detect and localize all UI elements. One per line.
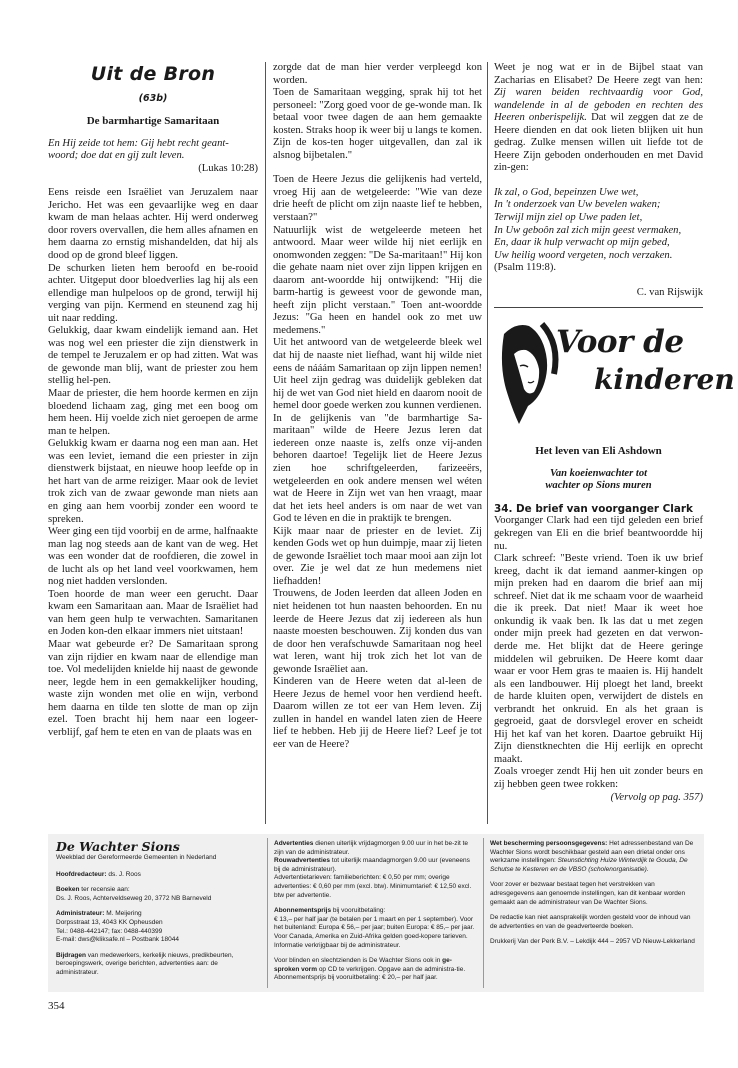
paragraph: Zoals vroeger zendt Hij hen uit zonder beurs en zij hebben geen twee rokken: [494, 766, 703, 790]
tariff-text: Advertentietarieven: familieberichten: € 0,50 per mm; overige advertenties: € 0,60 per mm (excl. btw). Minimumtarief: € 12,50 excl. btw per advertentie. [274, 874, 472, 899]
colophon-divider [483, 838, 484, 988]
column-3 [494, 62, 735, 804]
colophon-divider [267, 838, 268, 988]
editor-label: Hoofdredacteur: [56, 870, 107, 878]
series-subtitle-line1: Van koeienwachter tot [549, 467, 648, 479]
audio-pre: Voor blinden en slechtzienden is De Wachter Sions ook in [274, 957, 441, 965]
column-2 [273, 62, 482, 752]
column-1 [48, 62, 258, 739]
colophon-column-1 [56, 840, 262, 978]
paragraph: De schurken lieten hem beroofd en be-rooid achter. Uitgeput door bloedverlies lag hij als een ellendige man hulpeloos op de grond, terwijl hij verging van pijn. Kermend en steunend zag hij uit naar redding. [48, 262, 258, 324]
editor-line [56, 871, 262, 880]
column-divider [265, 62, 266, 824]
books-label: Boeken [56, 886, 80, 894]
chapter-heading: 34. De brief van voorganger Clark [494, 502, 693, 515]
objection-text: Voor zover er bezwaar bestaat tegen het verstrekken van adresgegevens aan genoemde instellingen, kan dit kenbaar worden gemaakt aan de administrateur van De Wachter Sions. [490, 881, 686, 906]
series-subtitle [494, 468, 703, 493]
article-title: Uit de Bron [90, 63, 216, 85]
ads-label: Advertenties [274, 840, 314, 847]
masthead-title: De Wachter Sions [56, 839, 180, 854]
admin-line [56, 910, 262, 919]
masthead-subtitle: Weekblad der Gereformeerde Gemeenten in Nederland [56, 854, 217, 861]
series-title: Het leven van Eli Ashdown [535, 445, 662, 458]
subscription-label: Abonnementsprijs [274, 907, 332, 915]
ads-text: dienen uiterlijk vrijdagmorgen 9.00 uur in het be-zit te zijn van de administrateur. [274, 840, 469, 856]
child-portrait-illustration [494, 314, 564, 434]
paragraph-text: Weet je nog wat er in de Bijbel staat van Zacharias en Elisabet? De Heere zegt van hen: [494, 62, 703, 86]
contributions-text: van medewerkers, kerkelijk nieuws, predikbeurten, beroepingswerk, overige berichten, advertenties aan: de administrateur. [56, 951, 234, 976]
contributions-line [56, 952, 262, 978]
colophon-column-3 [490, 840, 696, 947]
rouw-text: tot uiterlijk maandagmorgen 9.00 uur (eveneens bij de administrateur). [274, 857, 470, 873]
column-divider [487, 62, 488, 824]
paragraph [494, 62, 703, 175]
psalm-verse [494, 187, 703, 262]
logo-text-line2: kinderen [594, 363, 735, 397]
paragraph: Kijk maar naar de priester en de leviet. Zij kenden Gods wet op hun duimpje, maar zij lieten de gewonde Israëliet toch maar mooi aan zijn lot over. Zie je wel dat ze hun medemens niet liefhadden! [273, 525, 482, 587]
paragraph: Gelukkig kwam er daarna nog een man aan. Het was een leviet, iemand die een priester in zijn dienstwerk bijstaat, en nieuwe hoop leefde op in het hart van de arme reiziger. Maar ook de leviet trok zich van de zwaar gewonde man niets aan en ging aan hem voorbij zonder een woord te spreken. [48, 438, 258, 525]
scripture-quote-line: En Hij zeide tot hem: Gij hebt recht geant- [48, 137, 229, 149]
section-divider [494, 307, 703, 308]
poem-line: Terwijl mijn ziel op Uwe paden let, [494, 212, 643, 224]
admin-label: Administrateur: [56, 910, 105, 918]
contributions-label: Bijdragen [56, 951, 86, 959]
paragraph: Weer ging een tijd voorbij en de arme, halfnaakte man lag nog steeds aan de kant van de weg. Het was een wonder dat de roofdieren, die zowel in de lucht als op het land veel voorkwamen, hem nog niet hadden verslonden. [48, 526, 258, 588]
logo-text-line1: Voor de [556, 324, 684, 361]
privacy-institutions: Steunstichting Huize Winterdijk te Gouda, De Schutse te Kesteren en de VBSO (scholenorganisatie). [490, 857, 688, 873]
paragraph: Toen de Samaritaan wegging, sprak hij tot het personeel: "Zorg goed voor de ge-wonde man. Ik betaal voor twee dagen de aan hem gemaakte kosten. Straks hoop ik weer bij u langs te komen. Zijn de kos-ten hoger uitgevallen, dan zal ik alsnog bijbetalen." [273, 87, 482, 161]
books-text: ter recensie aan: [81, 886, 130, 894]
paragraph: Maar wat gebeurde er? De Samaritaan sprong van zijn rijdier en kwam naar de ellendige man toe. Vol medelijden knielde hij naast de gewonde neer, legde hem in een gemakkelijker houding, waste zijn wonden met olie en wijn, verbond hem daarna en tilde ten slotte de man op zijn ezel. Toen bracht hij hem naar een logeer-verblijf, gaf hem te eten en van de plaats was en [48, 638, 258, 738]
ads-line [274, 840, 476, 857]
paragraph: Eens reisde een Israëliet van Jeruzalem naar Jericho. Het was een gevaarlijke weg en daar kwam de man helaas achter. Hij werd onderweg door rovers overvallen, die hem alles afnamen en hem daarna zo ernstig mishandelden, dat hij als dood op de grond bleef liggen. [48, 187, 258, 262]
admin-email: E-mail: dws@kliksafe.nl – Postbank 18044 [56, 936, 179, 944]
audio-post: op CD te verkrijgen. Opgave aan de administra-tie. Abonnementsprijs bij vooruitbetaling: € 20,– per half jaar. [274, 965, 466, 982]
scripture-quote-line: woord; doe dat en gij zult leven. [48, 150, 185, 162]
scripture-reference: (Lukas 10:28) [198, 162, 258, 174]
rouw-label: Rouwadvertenties [274, 857, 330, 865]
subscription-text: € 13,– per half jaar (te betalen per 1 maart en per 1 september). Voor het buitenland: Europa € 56,– per jaar; buiten Europa: € 85,– per jaar. Voor Canada, Amerika en Zuid-Afrika gelden goed-kopere tarieven. Informatie verkrijgbaar bij de administrateur. [274, 915, 475, 949]
paragraph-text: Dat wil zeggen dat ze de Heere dienden en dat ook lieten blijken uit hun gedrag. Zulke mensen willen uit liefde tot de Heere Zijn geboden onderhouden en met David zin-gen: [494, 112, 703, 174]
editor-name: ds. J. Roos [108, 870, 141, 878]
page-number: 354 [48, 1000, 65, 1012]
paragraph: Kinderen van de Heere weten dat al-leen de Heere Jezus de hemel voor hen verdiend heeft. Daarom willen ze tot eer van Hem leven. Zij zullen in handel en wandel laten zien de Heere lief te hebben. Heb jij de Heere lief? Leef je tot eer van de Heere? [273, 676, 482, 750]
books-address: Ds. J. Roos, Achterveldseweg 20, 3772 NB Barneveld [56, 894, 212, 902]
rouw-line [274, 857, 476, 874]
books-line [56, 886, 262, 895]
admin-address: Dorpsstraat 13, 4043 KK Opheusden [56, 918, 163, 926]
paragraph: Natuurlijk wist de wetgeleerde meteen het antwoord. Maar weer wilde hij niet eerlijk en onomwonden zeggen: "De Sa-maritaan!" Hij kon die gehate naam niet over zijn lippen krijgen en daarom ant-woordde hij ontwijkend: "Hij die barm-hartig is geweest voor de gewonde man, heeft zijn plicht verstaan." Toen ant-woordde Jezus: "Ga heen en handel ook zo met uw medemens." [273, 224, 482, 336]
admin-phone: Tel.: 0488-442147; fax: 0488-440399 [56, 927, 163, 935]
admin-name: M. Meijering [106, 910, 142, 918]
subscription-line [274, 907, 476, 916]
audio-edition-text [274, 957, 476, 983]
paragraph: Maar de priester, die hem hoorde kermen en zijn bloedend lichaam zag, ging met een boog om hem heen. Hij voelde zich niet geroepen de arme man te helpen. [48, 388, 258, 437]
paragraph: Clark schreef: "Beste vriend. Toen ik uw brief kreeg, dacht ik dat iemand aanmer-kingen op mijn preken had en daarom die brief aan mij schreef. Niet dat ik me schaam voor de waarheid die ik preek. Dat niet! Maar ik weet hoe onkundig ik vaak ben. Ik las dat u met zegen onder mijn preek had gezeten en dat verwon-derde me. Het blijkt dat de Heere geringe middelen wil gebruiken. De Heere komt daar waar er voor Hem gras te maaien is. Hij handelt als een landbouwer. Hij ploegt het land, breekt de harde kluiten open, verwijdert de distels en verbrandt het onkruid. En als het graan is gegroeid, gaat de dorsvlegel erover en scheidt Hij het kaf van het koren. Daartoe gebruikt Hij Zijn dienstknechten die Hij eerlijk en oprecht maakt. [494, 553, 703, 765]
psalm-reference: (Psalm 119:8). [494, 262, 556, 274]
article-number: (63b) [138, 92, 168, 104]
scripture-italic: Zij waren beiden rechtvaardig voor God, wandelende in al de geboden en rechten des Heeren onberispelijk. [494, 87, 703, 124]
subscription-head: bij vooruitbetaling: [332, 907, 386, 915]
printer-text: Drukkerij Van der Perk B.V. – Lekdijk 444 – 2957 VD Nieuw-Lekkerland [490, 938, 695, 946]
privacy-body: Het adressenbestand van De Wachter Sions wordt beschikbaar gesteld aan een drietal onder ons werkzame instellingen: [490, 840, 694, 865]
privacy-label: Wet bescherming persoonsgegevens: [490, 840, 608, 847]
colophon-column-2 [274, 840, 476, 983]
poem-line: Ik zal, o God, bepeinzen Uwe wet, [494, 186, 639, 198]
colophon-box [48, 834, 704, 992]
poem-line: Uw heilig woord vergeten, noch verzaken. [494, 249, 673, 261]
continued-note: (Vervolg op pag. 357) [610, 791, 703, 803]
kids-section-logo [494, 314, 735, 439]
series-subtitle-line2: wachter op Sions muren [545, 480, 652, 492]
privacy-text [490, 840, 696, 874]
paragraph: Voorganger Clark had een tijd geleden een brief gekregen van Eli en die brief beantwoordde hij nu. [494, 515, 703, 552]
paragraph: Toen hoorde de man weer een gerucht. Daar kwam een Samaritaan aan. Maar de Israëliet had van hem geen hulp te verwachten. Samaritanen en Joden kon-den elkaar immers niet uitstaan! [48, 588, 258, 638]
paragraph: Trouwens, de Joden leerden dat alleen Joden en niet heidenen tot hun naasten behoorden. En nu leerde de Heere Jezus dat zij iedereen als hun naaste moesten beschouwen. Zij konden dus van de door hen verafschuwde Samaritaan nog heel wat leren, want hij trok zich het lot van de gewonde Israëliet aan. [273, 588, 482, 675]
paragraph: zorgde dat de man hier verder verpleegd kon worden. [273, 62, 482, 86]
poem-line: En, daar ik hulp verwacht op mijn gebed, [494, 237, 670, 249]
paragraph: Gelukkig, daar kwam eindelijk iemand aan. Het was nog wel een priester die zijn dienstwerk in de tempel te Jeruzalem er op had zitten. Wat was de gewonde man blij, want de priester zou hem stellig hel-pen. [48, 325, 258, 387]
disclaimer-text: De redactie kan niet aansprakelijk worden gesteld voor de inhoud van de advertenties en van de geadverteerde boeken. [490, 914, 691, 930]
paragraph: Uit het antwoord van de wetgeleerde bleek wel dat hij de naaste niet liefhad, want hij wilde niet eens de nááám Samaritaan op zijn lippen nemen! Uit heel zijn gedrag was duidelijk gebleken dat hij de wet van God niet hield en daarom nooit de hemel door goede werken zou kunnen verdienen. [273, 337, 482, 412]
author-signature: C. van Rijswijk [636, 286, 703, 298]
article-subtitle: De barmhartige Samaritaan [86, 115, 220, 128]
audio-bold: ge-sproken vorm [274, 957, 452, 973]
paragraph: In de gelijkenis van "de barmhartige Sa-maritaan" wilde de Heere Jezus leren dat iedereen onze naaste is, zelfs onze vij-anden behoren daartoe! Tegelijk liet de Heere Jezus zien hoe schriftgeleerden, farizeeërs, wetgeleerden en ook andere mensen wel wéten wat de Heere in Zijn wet van hen vraagt, maar dat het iets heel anders is om naar de wet van God te léven en die in praktijk te brengen. [273, 412, 482, 525]
poem-line: In 't onderzoek van Uw bevelen waken; [494, 199, 661, 211]
paragraph: Toen de Heere Jezus die gelijkenis had verteld, vroeg Hij aan de wetgeleerde: "Wie van deze drie heeft de plicht om zijn naaste lief te hebben, verstaan?" [273, 174, 482, 224]
poem-line: In Uw geboôn zal zich mijn geest vermaken, [494, 224, 682, 236]
